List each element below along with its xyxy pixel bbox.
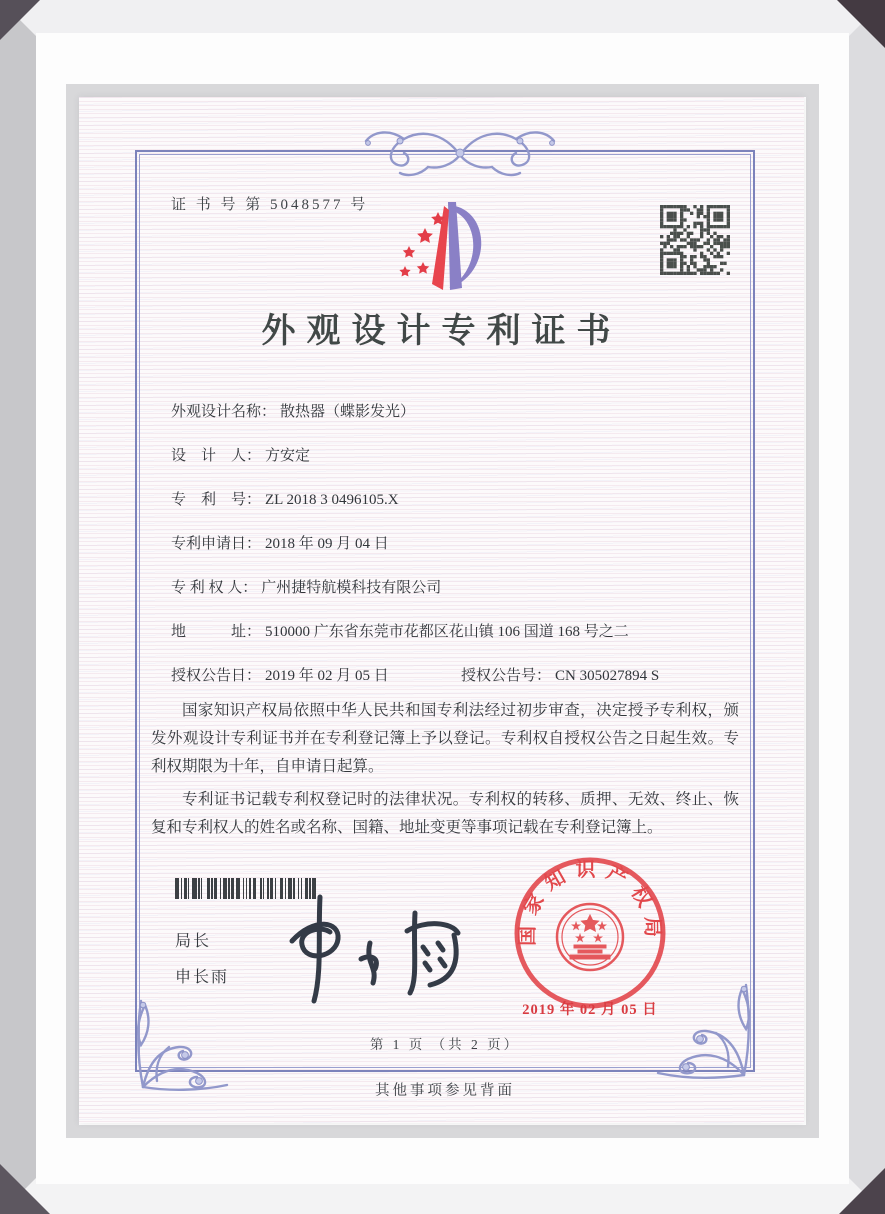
field-grant-number: [461, 664, 659, 685]
commissioner-name: 申长雨: [175, 969, 230, 986]
certificate-number: 证 书 号 第 5048577 号: [171, 197, 369, 213]
field-value: 2018 年 09 月 04 日: [265, 536, 389, 552]
field-value: 广州捷特航模科技有限公司: [261, 580, 442, 596]
svg-text:★: ★: [572, 922, 581, 932]
seal-date: 2019 年 02 月 05 日: [522, 1002, 658, 1018]
field-label: 授权公告号：: [461, 668, 552, 684]
svg-text:★: ★: [576, 934, 585, 944]
certificate-paper: [79, 97, 804, 1123]
commissioner-title: 局长: [175, 933, 212, 950]
field-row-design-name: [171, 400, 754, 421]
qr-code-icon: [660, 205, 730, 275]
field-row-designer: [171, 444, 754, 465]
field-value: 2019 年 02 月 05 日: [265, 668, 389, 684]
field-label: 授权公告日：: [171, 668, 262, 684]
field-row-address: [171, 620, 754, 641]
field-value: 510000 广东省东莞市花都区花山镇 106 国道 168 号之二: [265, 624, 629, 640]
field-label: 专 利 权 人：: [171, 580, 258, 596]
field-label: 专利申请日：: [171, 536, 262, 552]
page-number-footer: 第 1 页 （共 2 页）: [369, 1037, 521, 1052]
certificate-title: 外观设计专利证书: [261, 313, 622, 350]
svg-text:★: ★: [598, 922, 607, 932]
svg-text:国家知识产权局: [516, 858, 664, 946]
handwritten-signature-icon: [262, 885, 492, 1010]
field-row-grant-date-number: [171, 664, 754, 685]
cnipa-logo-icon: [385, 200, 489, 300]
photo-corner-shadow: [0, 0, 40, 40]
field-row-patent-number: [171, 488, 754, 509]
legal-paragraph-grant: 国家知识产权局依照中华人民共和国专利法经过初步审查，决定授予专利权，颁发外观设计专利证书并在专利登记簿上予以登记。专利权自授权公告之日起生效。专利权期限为十年，自申请日起算。: [151, 702, 739, 775]
field-row-patentee: [171, 576, 754, 597]
field-value: 散热器（蝶影发光）: [280, 404, 416, 420]
field-label: 外观设计名称：: [171, 404, 277, 420]
field-row-filing-date: [171, 532, 754, 553]
field-label: 专 利 号：: [171, 492, 262, 508]
field-value: 方安定: [265, 448, 311, 464]
field-value: ZL 2018 3 0496105.X: [265, 492, 399, 508]
field-label: 设 计 人：: [171, 448, 262, 464]
seal-text: 国家知识产权局: [516, 859, 664, 947]
legal-paragraph-register: 专利证书记载专利权登记时的法律状况。专利权的转移、质押、无效、终止、恢复和专利权人的姓名或名称、国籍、地址变更等事项记载在专利登记簿上。: [151, 791, 739, 836]
field-value: CN 305027894 S: [555, 668, 660, 684]
back-side-note: 其他事项参见背面: [375, 1083, 515, 1099]
svg-text:★: ★: [594, 934, 603, 944]
official-seal-icon: [510, 853, 670, 1013]
field-label: 地 址：: [171, 624, 262, 640]
